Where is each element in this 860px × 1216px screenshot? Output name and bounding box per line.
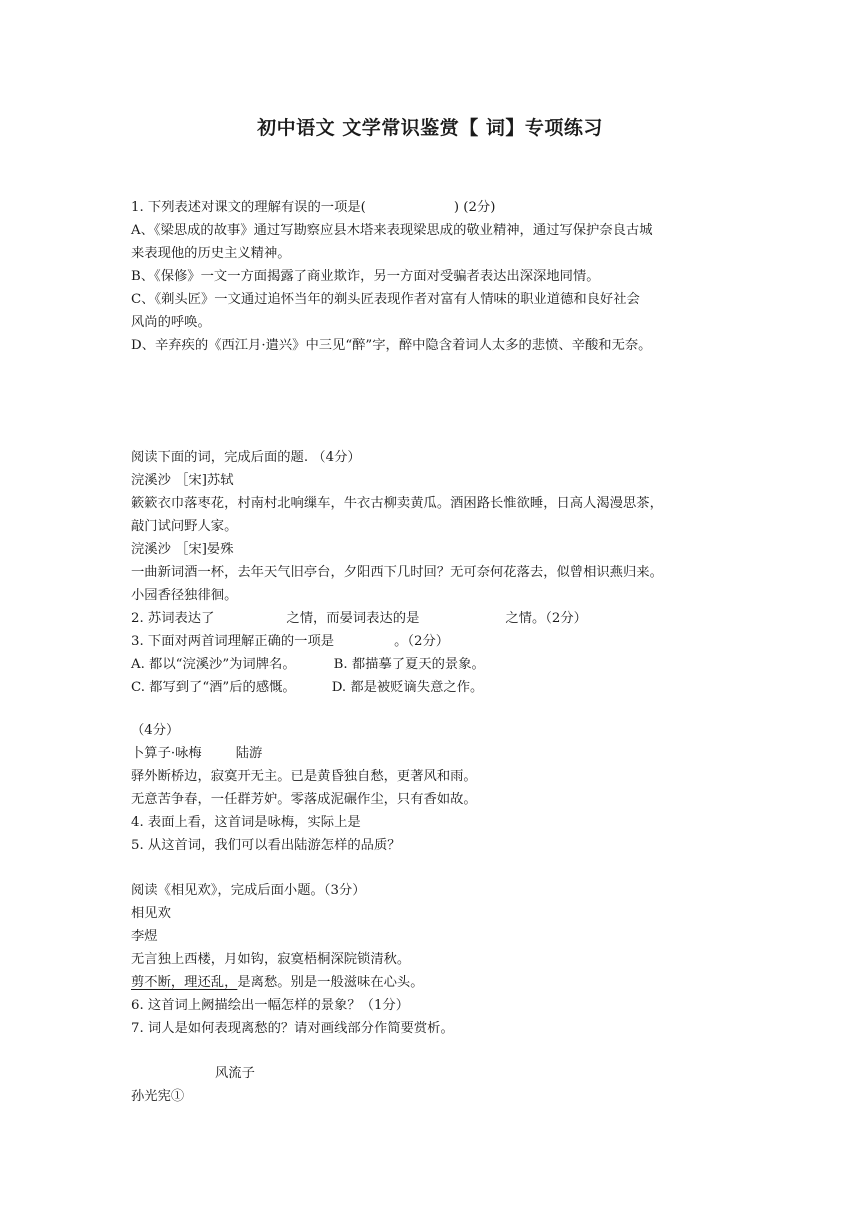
question-7: 7. 词人是如何表现离愁的？请对画线部分作简要赏析。 [131, 1021, 454, 1036]
question-1-option-a-line2: 来表现他的历史主义精神。 [131, 246, 291, 261]
reading-1-intro: 阅读下面的词，完成后面的题. （4分） [131, 450, 361, 465]
page-title: 初中语文 文学常识鉴赏【 词】专项练习 [257, 117, 603, 139]
poem-4-line-1: 无言独上西楼，月如钩，寂寞梧桐深院锁清秋。 [131, 952, 411, 967]
question-1-option-a-line1: A、《梁思成的故事》通过写勘察应县木塔来表现梁思成的敬业精神，通过写保护奈良古城 [131, 223, 653, 238]
question-5: 5. 从这首词，我们可以看出陆游怎样的品质？ [131, 838, 401, 853]
question-3-options-cd [131, 678, 483, 698]
poem-2-line-1: 一曲新词酒一杯，去年天气旧亭台，夕阳西下几时回？无可奈何花落去，似曾相识燕归来。 [131, 565, 663, 580]
question-2-part-2: 之情，而晏词表达的是 [286, 611, 420, 626]
poem-4-line-2-rest: 是离愁。别是一般滋味在心头。 [237, 975, 424, 990]
underlined-phrase: 剪不断，理还乱， [131, 975, 238, 990]
question-3-option-b: B. 都描摹了夏天的景象。 [333, 657, 485, 672]
question-2 [131, 609, 587, 629]
question-1-option-c-line1: C、《剃头匠》一文通过追怀当年的剃头匠表现作者对富有人情味的职业道德和良好社会 [131, 292, 640, 307]
poem-1-line-2: 敲门试问野人家。 [131, 519, 238, 534]
poem-4-author: 李煜 [131, 929, 158, 944]
poem-1-title: 浣溪沙 ［宋]苏轼 [131, 473, 234, 488]
question-2-part-3: 之情。（2分） [505, 611, 587, 626]
question-3-score: 。（2分） [394, 634, 450, 649]
reading-3-intro: 阅读《相见欢》，完成后面小题。（3分） [131, 883, 366, 898]
question-6: 6. 这首词上阙描绘出一幅怎样的景象？（1分） [131, 998, 410, 1013]
reading-2-score: （4分） [131, 723, 180, 738]
poem-3-line-1: 驿外断桥边，寂寞开无主。已是黄昏独自愁，更著风和雨。 [131, 769, 477, 784]
question-3-options-ab [131, 655, 485, 675]
question-1-score: ) (2分) [453, 200, 496, 215]
poem-3-title [131, 744, 262, 764]
question-1-option-c-line2: 风尚的呼唤。 [131, 315, 211, 330]
question-1-option-d: D、辛弃疾的《西江月·遣兴》中三见“醉”字，醉中隐含着词人太多的悲愤、辛酸和无奈。 [131, 338, 652, 353]
question-2-part-1: 2. 苏词表达了 [131, 611, 215, 626]
question-3-option-d: D. 都是被贬谪失意之作。 [331, 680, 484, 695]
poem-4-line-2 [131, 973, 424, 993]
question-1-stem [131, 198, 495, 218]
question-3 [131, 632, 449, 652]
poem-3-line-2: 无意苦争春，一任群芳妒。零落成泥碾作尘，只有香如故。 [131, 792, 477, 807]
question-3-stem: 3. 下面对两首词理解正确的一项是 [131, 634, 335, 649]
poem-3-author: 陆游 [235, 746, 263, 761]
question-1-stem-text: 1. 下列表述对课文的理解有误的一项是( [131, 200, 366, 215]
question-4: 4. 表面上看，这首词是咏梅，实际上是 [131, 815, 361, 830]
question-3-option-c: C. 都写到了“酒”后的感慨。 [131, 680, 296, 695]
poem-2-title: 浣溪沙 ［宋]晏殊 [131, 542, 234, 557]
poem-5-author: 孙光宪① [131, 1089, 185, 1104]
poem-1-line-1: 簌簌衣巾落枣花，村南村北响缫车，牛衣古柳卖黄瓜。酒困路长惟欲睡，日高人渴漫思茶， [131, 496, 663, 511]
poem-4-title: 相见欢 [131, 906, 171, 921]
poem-2-line-2: 小园香径独徘徊。 [131, 588, 238, 603]
poem-5-title: 风流子 [215, 1066, 255, 1081]
poem-3-title-text: 卜算子·咏梅 [131, 746, 202, 761]
question-3-option-a: A. 都以“浣溪沙”为词牌名。 [131, 657, 296, 672]
question-1-option-b: B、《保修》一文一方面揭露了商业欺诈，另一方面对受骗者表达出深深地同情。 [131, 269, 600, 284]
